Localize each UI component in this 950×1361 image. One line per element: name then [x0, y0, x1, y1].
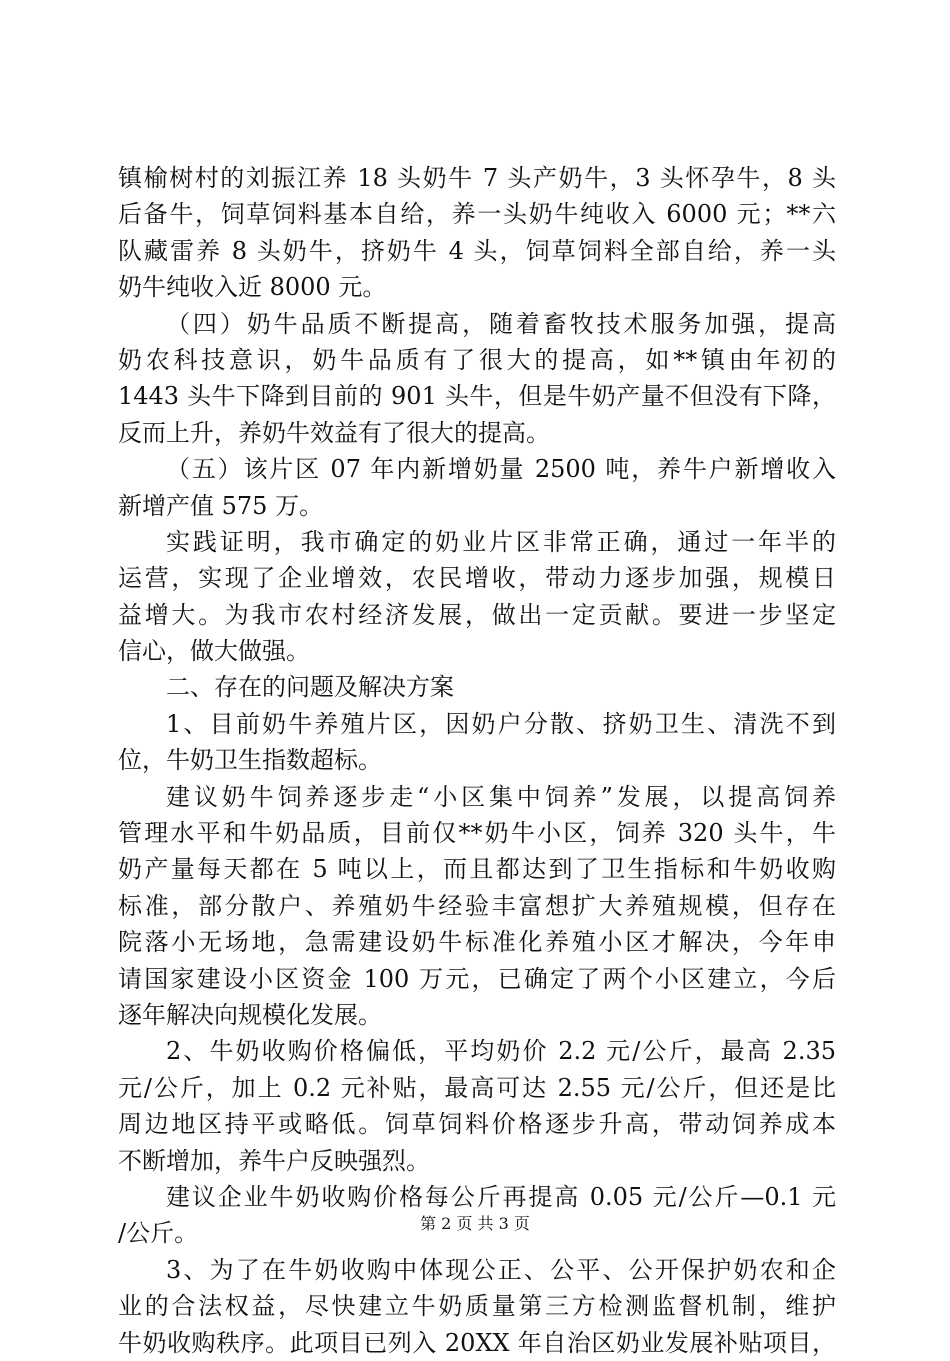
text-line: 镇榆树村的刘振江养 18 头奶牛 7 头产奶牛，3 头怀孕牛，8 头 — [118, 164, 836, 192]
text-line: 队藏雷养 8 头奶牛，挤奶牛 4 头，饲草饲料全部自给，养一头 — [118, 236, 836, 265]
page-footer: 第 2 页 共 3 页 — [420, 1214, 530, 1233]
text-line: 益增大。为我市农村经济发展，做出一定贡献。要进一步坚定 — [118, 600, 836, 629]
text-line: 周边地区持平或略低。饲草饲料价格逐步升高，带动饲养成本 — [118, 1110, 836, 1139]
text-line: 反而上升，养奶牛效益有了很大的提高。 — [118, 418, 550, 447]
text-line: 不断增加，养牛户反映强烈。 — [118, 1146, 430, 1175]
text-line: 业的合法权益，尽快建立牛奶质量第三方检测监督机制，维护 — [118, 1292, 836, 1321]
text-line: （四）奶牛品质不断提高，随着畜牧技术服务加强，提高 — [166, 309, 836, 338]
text-line: 1、目前奶牛养殖片区，因奶户分散、挤奶卫生、清洗不到 — [166, 709, 836, 738]
text-line: 后备牛，饲草饲料基本自给，养一头奶牛纯收入 6000 元；**六 — [118, 200, 836, 229]
text-line: 3、为了在牛奶收购中体现公正、公平、公开保护奶农和企 — [166, 1255, 836, 1284]
text-line: （五）该片区 07 年内新增奶量 2500 吨，养牛户新增收入 — [166, 455, 836, 484]
text-line: 建议企业牛奶收购价格每公斤再提高 0.05 元/公斤—0.1 元 — [166, 1182, 836, 1211]
text-line: 标准，部分散户、养殖奶牛经验丰富想扩大养殖规模，但存在 — [118, 891, 836, 920]
text-line: 位，牛奶卫生指数超标。 — [118, 746, 382, 775]
text-line: 2、牛奶收购价格偏低，平均奶价 2.2 元/公斤，最高 2.35 — [166, 1037, 836, 1066]
body-text — [118, 160, 836, 1361]
text-line: 建议奶牛饲养逐步走“小区集中饲养”发展，以提高饲养 — [166, 782, 836, 811]
text-line: 运营，实现了企业增效，农民增收，带动力逐步加强，规模日 — [118, 564, 836, 593]
section-heading: 二、存在的问题及解决方案 — [166, 673, 454, 702]
text-line: 新增产值 575 万。 — [118, 491, 324, 520]
text-line: 奶产量每天都在 5 吨以上，而且都达到了卫生指标和牛奶收购 — [118, 855, 836, 884]
text-line: 奶农科技意识，奶牛品质有了很大的提高，如**镇由年初的 — [118, 345, 836, 374]
text-line: 元/公斤，加上 0.2 元补贴，最高可达 2.55 元/公斤，但还是比 — [118, 1073, 836, 1102]
text-line: 1443 头牛下降到目前的 901 头牛，但是牛奶产量不但没有下降， — [118, 382, 836, 411]
text-line: 院落小无场地，急需建设奶牛标准化养殖小区才解决，今年申 — [118, 928, 836, 957]
text-line: 实践证明，我市确定的奶业片区非常正确，通过一年半的 — [166, 527, 836, 556]
text-line: /公斤。 — [118, 1219, 199, 1248]
text-line: 逐年解决向规模化发展。 — [118, 1000, 382, 1029]
text-line: 请国家建设小区资金 100 万元，已确定了两个小区建立，今后 — [118, 964, 836, 993]
text-line: 牛奶收购秩序。此项目已列入 20XX 年自治区奶业发展补贴项目， — [118, 1328, 836, 1357]
text-line: 奶牛纯收入近 8000 元。 — [118, 273, 387, 302]
text-line: 信心，做大做强。 — [118, 637, 310, 666]
text-line: 管理水平和牛奶品质，目前仅**奶牛小区，饲养 320 头牛，牛 — [118, 819, 836, 848]
